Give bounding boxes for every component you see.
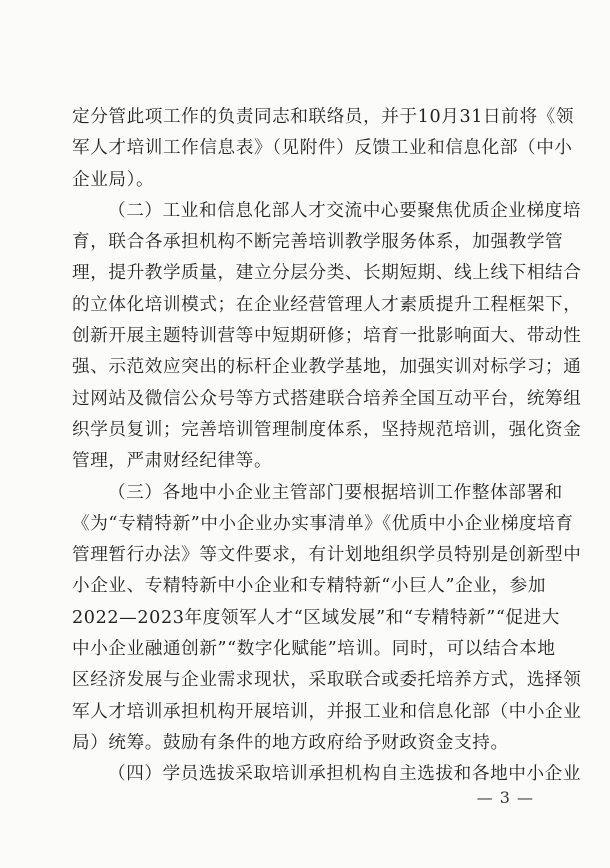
text-line: 《为“专精特新”中小企业办实事清单》《优质中小企业梯度培育 (72, 513, 574, 534)
paragraph-start-line: （二）工业和信息化部人才交流中心要聚焦优质企业梯度培 (108, 200, 582, 221)
paragraph-start-line: （四）学员选拔采取培训承担机构自主选拔和各地中小企业 (108, 764, 582, 785)
text-line: 过网站及微信公众号等方式搭建联合培养全国互动平台，统筹组 (72, 388, 582, 409)
text-line: 定分管此项工作的负责同志和联络员，并于10月31日前将《领 (72, 107, 575, 127)
page-number: — 3 — (476, 788, 534, 807)
text-line: 中小企业融通创新”“数字化赋能”培训。同时，可以结合本地 (72, 639, 556, 660)
text-line: 的立体化培训模式；在企业经营管理人才素质提升工程框架下， (72, 294, 582, 315)
text-line: 理，提升教学质量，建立分层分类、长期短期、线上线下相结合 (72, 263, 582, 284)
text-line: 育，联合各承担机构不断完善培训教学服务体系，加强教学管 (72, 232, 564, 253)
text-line: 军人才培训工作信息表》（见附件）反馈工业和信息化部（中小 (72, 138, 573, 159)
document-body (72, 102, 582, 791)
text-line: 管理暂行办法》等文件要求，有计划地组织学员特别是创新型中 (72, 545, 582, 566)
text-line: 创新开展主题特训营等中短期研修；培育一批影响面大、带动性 (72, 326, 582, 347)
text-line: 军人才培训承担机构开展培训，并报工业和信息化部（中小企业 (72, 701, 582, 722)
paragraph-start-line: （三）各地中小企业主管部门要根据培训工作整体部署和 (108, 482, 563, 503)
text-line: 强、示范效应突出的标杆企业教学基地，加强实训对标学习；通 (72, 357, 582, 378)
text-line: 小企业、专精特新中小企业和专精特新“小巨人”企业，参加 (72, 576, 547, 597)
text-line: 局）统筹。鼓励有条件的地方政府给予财政资金支持。 (72, 732, 509, 753)
text-line: 区经济发展与企业需求现状，采取联合或委托培养方式，选择领 (72, 670, 582, 691)
text-line: 2022—2023年度领军人才“区域发展”和“专精特新”“促进大 (72, 607, 561, 628)
text-line: 企业局）。 (72, 169, 155, 190)
text-line: 管理，严肃财经纪律等。 (72, 451, 273, 472)
text-line: 织学员复训；完善培训管理制度体系，坚持规范培训，强化资金 (72, 419, 582, 440)
